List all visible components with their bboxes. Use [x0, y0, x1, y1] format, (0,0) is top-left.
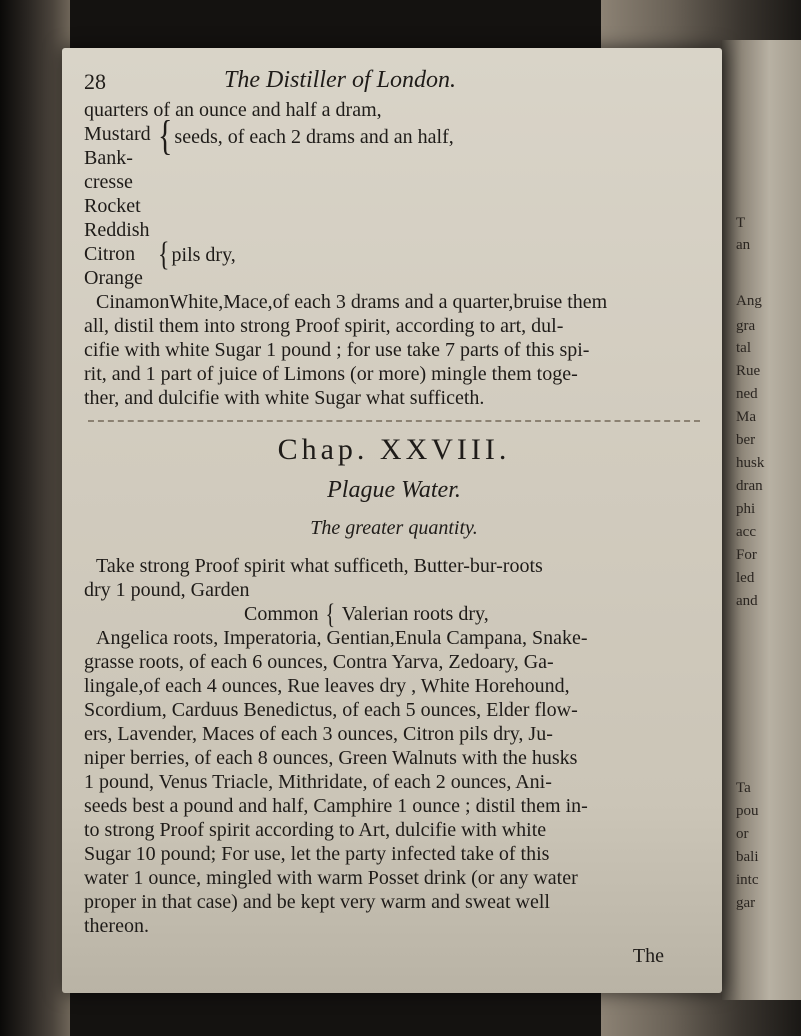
- brace-glyph: {: [325, 600, 336, 631]
- brace-item: Rocket: [84, 195, 141, 217]
- left-gutter-shadow: [0, 0, 70, 1036]
- facing-fragment: phi: [736, 501, 756, 517]
- brace-group-pils: [84, 237, 704, 290]
- text-line: proper in that case) and be kept very warm and sweat well: [84, 891, 550, 913]
- facing-fragment: dran: [736, 478, 763, 494]
- brace-item: Citron: [84, 243, 136, 265]
- facing-fragment: Ang: [736, 293, 762, 309]
- text-line: seeds best a pound and half, Camphire 1 ounce ; distil them in-: [84, 795, 588, 817]
- chapter-heading: Chap. XXVIII.: [277, 433, 511, 466]
- facing-fragment: and: [736, 593, 758, 609]
- running-head: [84, 68, 704, 98]
- facing-fragment: tal: [736, 340, 751, 356]
- text-line: thereon.: [84, 915, 149, 937]
- brace-item: Bank-cresse: [84, 147, 133, 193]
- facing-fragment: For: [736, 547, 757, 563]
- facing-fragment: an: [736, 237, 751, 253]
- text-line: all, distil them into strong Proof spirit, according to art, dul-: [84, 315, 564, 337]
- facing-fragment: Ma: [736, 409, 756, 425]
- brace-group-seeds: [84, 113, 704, 242]
- facing-fragment: pou: [736, 803, 759, 819]
- text-line: niper berries, of each 8 ounces, Green Walnuts with the husks: [84, 747, 578, 769]
- brace-glyph: {: [158, 113, 173, 160]
- brace-items: [84, 242, 156, 290]
- text-line: to strong Proof spirit according to Art, dulcifie with white: [84, 819, 547, 841]
- book-page: [62, 48, 722, 993]
- brace-text: Valerian roots dry,: [341, 603, 489, 625]
- facing-fragment: or: [736, 826, 749, 842]
- text-line: cifie with white Sugar 1 pound ; for use take 7 parts of this spi-: [84, 339, 590, 361]
- text-line: grasse roots, of each 6 ounces, Contra Yarva, Zedoary, Ga-: [84, 651, 554, 673]
- text-line: Take strong Proof spirit what sufficeth, Butter-bur-roots: [96, 555, 543, 577]
- facing-fragment: ned: [736, 386, 758, 402]
- brace-item: Common: [244, 603, 319, 625]
- brace-item: Reddish: [84, 219, 150, 241]
- brace-items: [84, 122, 156, 242]
- facing-fragment: gra: [736, 318, 756, 334]
- brace-group-valerian: [84, 600, 704, 631]
- facing-fragment: husk: [736, 455, 765, 471]
- catchword: The: [632, 945, 664, 967]
- facing-fragment: T: [736, 215, 746, 231]
- text-line: Scordium, Carduus Benedictus, of each 5 ounces, Elder flow-: [84, 699, 578, 721]
- facing-page-edge: [722, 40, 801, 1000]
- brace-text: pils dry,: [171, 244, 236, 267]
- brace-item: Orange: [84, 267, 143, 289]
- text-line: water 1 ounce, mingled with warm Posset drink (or any water: [84, 867, 578, 889]
- brace-item: Mustard: [84, 123, 151, 145]
- text-line: rit, and 1 part of juice of Limons (or more) mingle them toge-: [84, 363, 578, 385]
- facing-fragment: Ta: [736, 780, 751, 796]
- ornamental-rule: [88, 420, 700, 422]
- text-line: dry 1 pound, Garden: [84, 579, 250, 601]
- text-line: Angelica roots, Imperatoria, Gentian,Enula Campana, Snake-: [96, 627, 588, 649]
- text-line: CinamonWhite,Mace,of each 3 drams and a quarter,bruise them: [96, 291, 608, 313]
- facing-fragment: bali: [736, 849, 759, 865]
- facing-fragment: Rue: [736, 363, 761, 379]
- brace-glyph: {: [158, 237, 170, 274]
- facing-fragment: intc: [736, 872, 759, 888]
- text-line: lingale,of each 4 ounces, Rue leaves dry , White Horehound,: [84, 675, 570, 697]
- page-number: 28: [84, 69, 106, 94]
- running-title: The Distiller of London.: [224, 67, 457, 93]
- text-line: Sugar 10 pound; For use, let the party infected take of this: [84, 843, 550, 865]
- text-line: ers, Lavender, Maces of each 3 ounces, Citron pils dry, Ju-: [84, 723, 553, 745]
- facing-fragment: gar: [736, 895, 756, 911]
- text-line: 1 pound, Venus Triacle, Mithridate, of each 2 ounces, Ani-: [84, 771, 552, 793]
- brace-text: seeds, of each 2 drams and an half,: [174, 126, 454, 148]
- page-content: [84, 68, 704, 968]
- text-line: quarters of an ounce and half a dram,: [84, 99, 382, 121]
- text-line: ther, and dulcifie with white Sugar what sufficeth.: [84, 387, 485, 409]
- section-subtitle: The greater quantity.: [310, 517, 478, 539]
- chapter-title: Plague Water.: [327, 477, 461, 503]
- facing-fragment: led: [736, 570, 755, 586]
- facing-fragment: acc: [736, 524, 756, 540]
- facing-fragment: ber: [736, 432, 756, 448]
